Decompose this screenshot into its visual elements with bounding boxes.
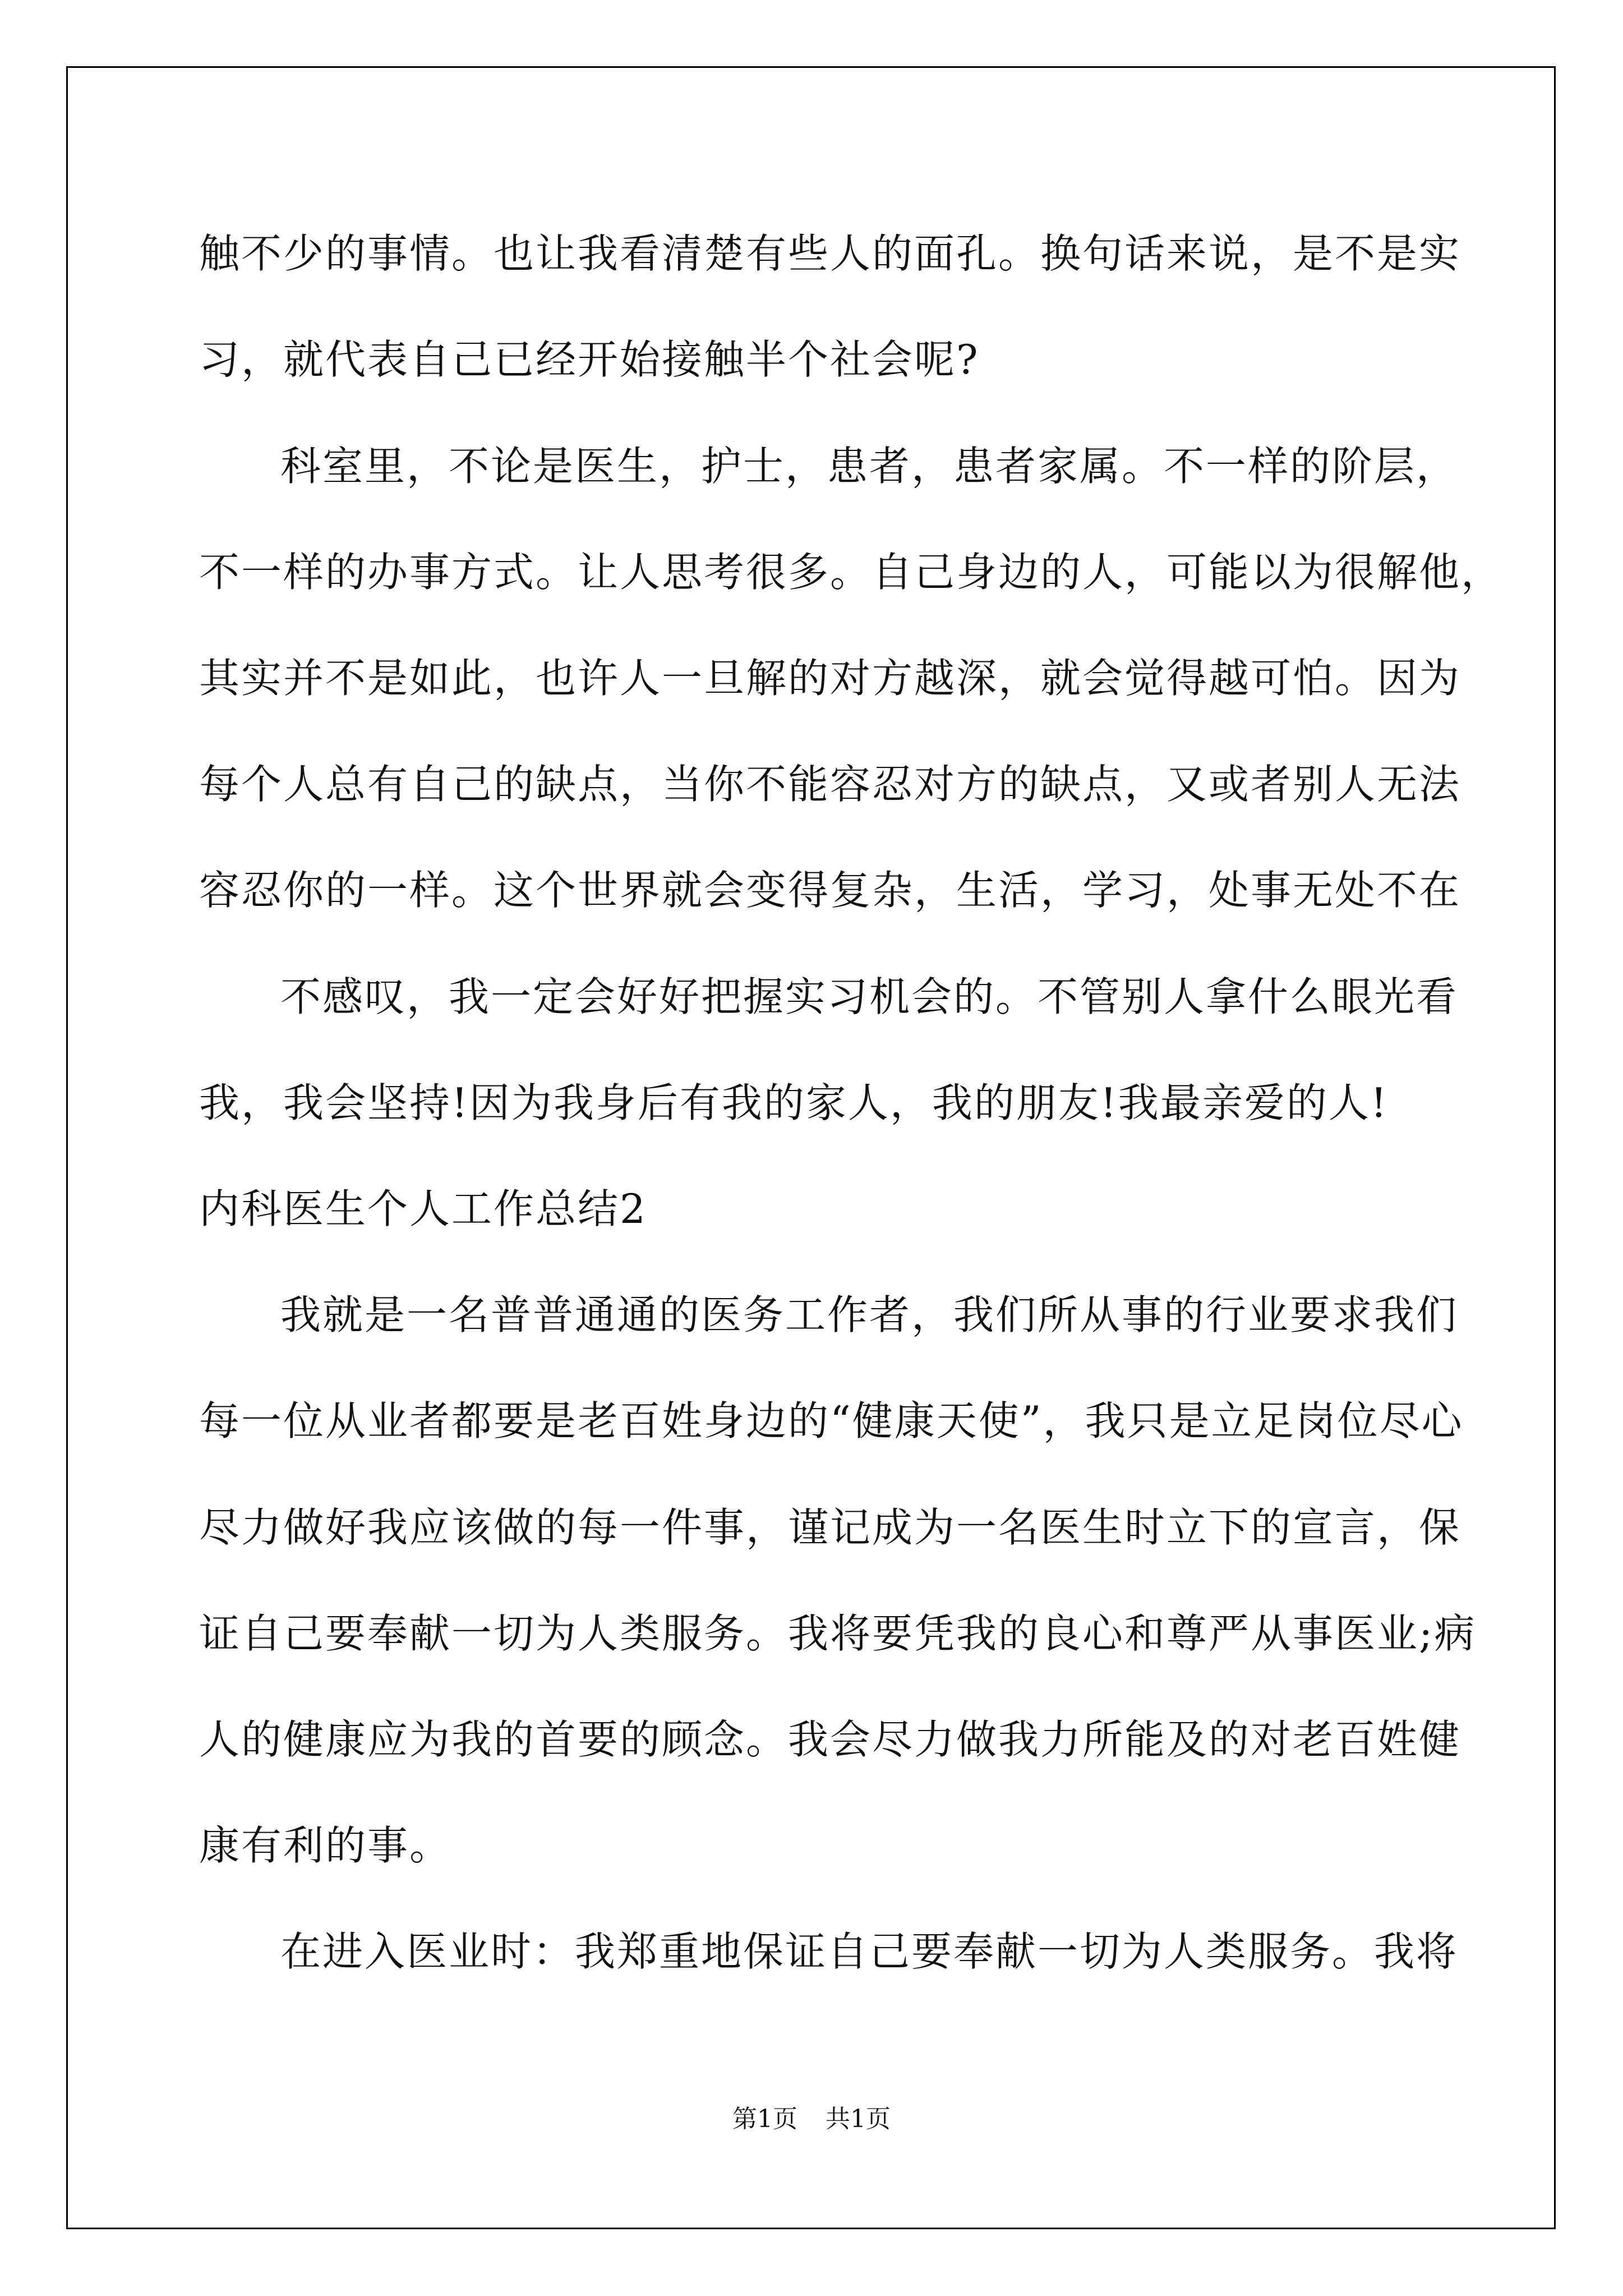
page-total: 共1页 (826, 2105, 891, 2133)
text-line-3: 科室里，不论是医生，护士，患者，患者家属。不一样的阶层， (280, 443, 1459, 490)
section-heading: 内科医生个人工作总结2 (199, 1185, 647, 1232)
text-line-16: 康有利的事。 (199, 1822, 452, 1869)
text-line-7: 容忍你的一样。这个世界就会变得复杂，生活，学习，处事无处不在 (199, 867, 1461, 914)
text-line-5: 其实并不是如此，也许人一旦解的对方越深，就会觉得越可怕。因为 (199, 655, 1461, 702)
text-line-14: 证自己要奉献一切为人类服务。我将要凭我的良心和尊严从事医业;病 (199, 1610, 1477, 1657)
text-line-4: 不一样的办事方式。让人思考很多。自己身边的人，可能以为很解他， (199, 549, 1504, 596)
text-line-2: 习，就代表自己已经开始接触半个社会呢? (199, 336, 980, 383)
text-line-6: 每个人总有自己的缺点，当你不能容忍对方的缺点，又或者别人无法 (199, 761, 1461, 808)
text-line-13: 尽力做好我应该做的每一件事，谨记成为一名医生时立下的宣言，保 (199, 1504, 1461, 1551)
text-line-15: 人的健康应为我的首要的顾念。我会尽力做我力所能及的对老百姓健 (199, 1716, 1461, 1763)
text-line-17: 在进入医业时：我郑重地保证自己要奉献一切为人类服务。我将 (280, 1928, 1459, 1975)
text-line-9: 我，我会坚持!因为我身后有我的家人，我的朋友!我最亲爱的人! (199, 1079, 1389, 1126)
text-line-8: 不感叹，我一定会好好把握实习机会的。不管别人拿什么眼光看 (280, 973, 1459, 1020)
page-footer (0, 2102, 1623, 2136)
text-line-12: 每一位从业者都要是老百姓身边的“健康天使”，我只是立足岗位尽心 (199, 1397, 1464, 1444)
page-border (66, 66, 1556, 2229)
page-number: 第1页 (732, 2105, 797, 2133)
text-line-1: 触不少的事情。也让我看清楚有些人的面孔。换句话来说，是不是实 (199, 230, 1461, 277)
text-line-11: 我就是一名普普通通的医务工作者，我们所从事的行业要求我们 (280, 1291, 1459, 1338)
